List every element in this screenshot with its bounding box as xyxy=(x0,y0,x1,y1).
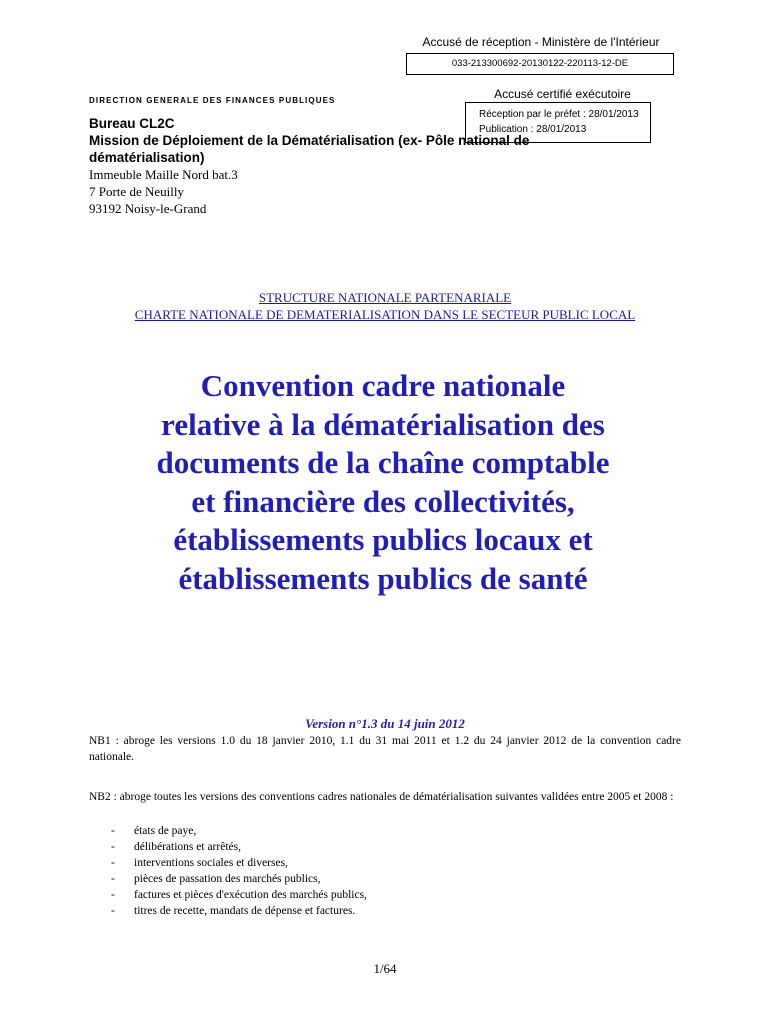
list-item: - factures et pièces d'exécution des marchés publics, xyxy=(111,887,367,903)
stamp-header: Accusé de réception - Ministère de l'Intérieur xyxy=(422,35,660,49)
list-item: - interventions sociales et diverses, xyxy=(111,855,367,871)
stamp-certified: Accusé certifié exécutoire xyxy=(494,87,631,101)
list-item: - pièces de passation des marchés publics, xyxy=(111,871,367,887)
abrogated-list xyxy=(111,823,367,919)
bureau-name: Bureau CL2C xyxy=(89,116,175,131)
stamp-publication: Publication : 28/01/2013 xyxy=(479,124,587,135)
list-item: - états de paye, xyxy=(111,823,367,839)
page-number: 1/64 xyxy=(373,961,397,976)
stamp-id: 033-213300692-20130122-220113-12-DE xyxy=(406,53,674,75)
structure-line-1: STRUCTURE NATIONALE PARTENARIALE xyxy=(258,290,512,305)
list-item: - délibérations et arrêtés, xyxy=(111,839,367,855)
document-title: Convention cadre nationale relative à la dématérialisation des documents de la chaîne comptable et financière des collectivités, établissements publics locaux et établissements publics de santé xyxy=(156,368,610,596)
list-item: - titres de recette, mandats de dépense et factures. xyxy=(111,903,367,919)
address-line-3: 93192 Noisy-le-Grand xyxy=(89,201,207,216)
structure-heading xyxy=(0,289,770,323)
stamp-dates-box xyxy=(465,102,651,143)
address-line-1: Immeuble Maille Nord bat.3 xyxy=(89,167,238,182)
version-line: Version n°1.3 du 14 juin 2012 xyxy=(305,716,465,731)
nb2-paragraph: NB2 : abroge toutes les versions des conventions cadres nationales de dématérialisation suivantes validées entre 2005 et 2008 : xyxy=(89,791,674,803)
mission-name: Mission de Déploiement de la Dématérialisation (ex- Pôle national de dématérialisation) xyxy=(89,133,530,165)
structure-line-2: CHARTE NATIONALE DE DEMATERIALISATION DANS LE SECTEUR PUBLIC LOCAL xyxy=(134,307,636,322)
address-line-2: 7 Porte de Neuilly xyxy=(89,184,184,199)
direction-label: DIRECTION GENERALE DES FINANCES PUBLIQUES xyxy=(89,96,336,105)
nb1-paragraph: NB1 : abroge les versions 1.0 du 18 janvier 2010, 1.1 du 31 mai 2011 et 1.2 du 24 janvier 2012 de la convention cadre nationale. xyxy=(89,735,681,763)
stamp-reception: Réception par le préfet : 28/01/2013 xyxy=(479,109,639,120)
